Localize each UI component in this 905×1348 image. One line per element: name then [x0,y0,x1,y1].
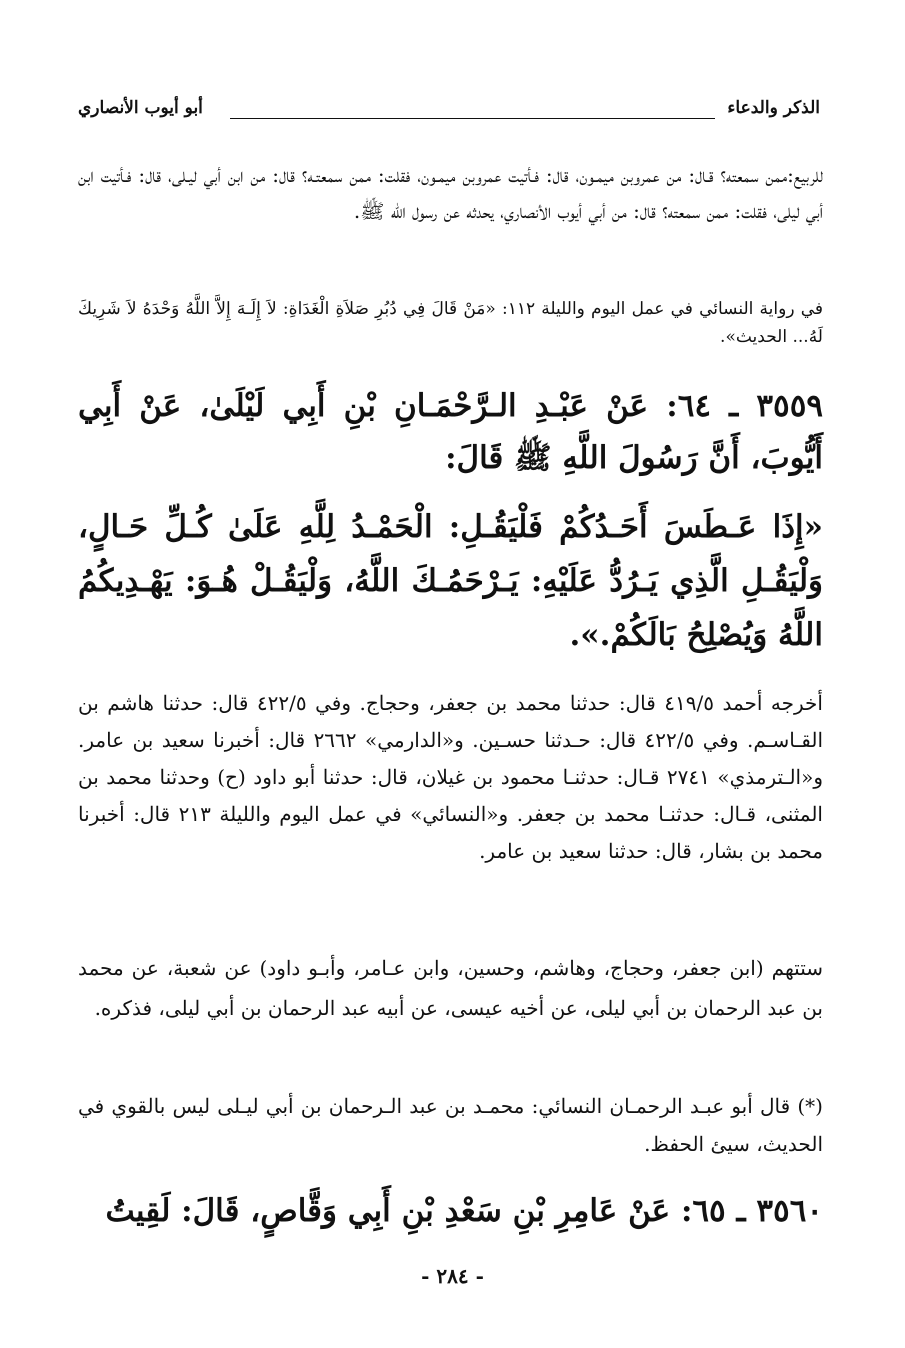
footnote-paragraph: في رواية النسائي في عمل اليوم والليلة ١١٢: «مَنْ قَالَ فِي دُبُرِ صَلاَةِ الْغَدَاةِ: لاَ إِلَـهَ إِلاَّ اللَّهُ وَحْدَهُ لاَ شَرِيكَ لَهُ... الحديث». [78,299,823,347]
isnad-paragraph: ستتهم (ابن جعفر، وحجاج، وهاشم، وحسين، وابن عـامر، وأبـو داود) عن شعبة، عن محمد بن عبد الرحمان بن أبي ليلى، عن أخيه عيسى، عن أبيه عبد الرحمان بن أبي ليلى، فذكره. [78,956,823,1020]
header-chapter-title: أبو أيوب الأنصاري [78,98,203,118]
narration-paragraph: للربيع:ممن سمعته؟ قـال: من عمروبن ميمـون، قال: فـأتيت عمروبن ميمـون، فقلت: ممن سمعتـه؟ قال: من ابن أبي ليـلى، قال: فـأتيت ابن أبي ليلى، فقلت: ممن سمعته؟ قال: من أبي أيوب الأنصاري، يحدثه عن رسول الله ﷺ. [78,163,823,223]
hadith-text: «إِذَا عَـطَسَ أَحَـدُكُمْ فَلْيَقُـلِ: الْحَمْـدُ لِلَّهِ عَلَىٰ كُـلِّ حَـالٍ، وَلْيَقُـلِ الَّذِي يَـرُدُّ عَلَيْهِ: يَـرْحَمُـكَ اللَّهُ، وَلْيَقُـلْ هُـوَ: يَهْـدِيكُمُ اللَّهُ وَيُصْلِحُ بَالَكُمْ.». [78,509,823,653]
hadith-heading-next: ٣٥٦٠ ـ ٦٥: عَنْ عَامِرِ بْنِ سَعْدِ بْنِ أَبِي وَقَّاصٍ، قَالَ: لَقِيتُ [105,1193,823,1229]
header-section-title: الذكر والدعاء [727,98,820,118]
takhrij-paragraph: أخرجه أحمد ٤١٩/٥ قال: حدثنا محمد بن جعفر، وحجاج. وفي ٤٢٢/٥ قال: حدثنا هاشم بن القـاسـم. وفي ٤٢٢/٥ قال: حـدثنا حسـين. و«الدارمي» ٢٦٦٢ قال: أخبرنا سعيد بن عامر. و«الـترمذي» ٢٧٤١ قـال: حدثنـا محمود بن غيلان، قال: حدثنا أبو داود (ح) وحدثنا محمد بن المثنى، قـال: حدثنـا محمد بن جعفر. و«النسائي» في عمل اليوم والليلة ٢١٣ قال: أخبرنا محمد بن بشار، قال: حدثنا سعيد بن عامر. [78,691,824,863]
hadith-heading: ٣٥٥٩ ـ ٦٤: عَنْ عَبْـدِ الـرَّحْمَـانِ بْنِ أَبِي لَيْلَىٰ، عَنْ أَبِي أَيُّوبَ، أَنَّ رَسُولَ اللَّهِ ﷺ قَالَ: [78,388,824,476]
note-paragraph: (*) قال أبو عبـد الرحمـان النسائي: محمـد بن عبد الـرحمان بن أبي ليـلى ليس بالقوي في الحديث، سيئ الحفظ. [78,1094,823,1156]
page-number: - ٢٨٤ - [421,1264,484,1288]
running-header [78,98,820,130]
header-rule [230,118,715,119]
